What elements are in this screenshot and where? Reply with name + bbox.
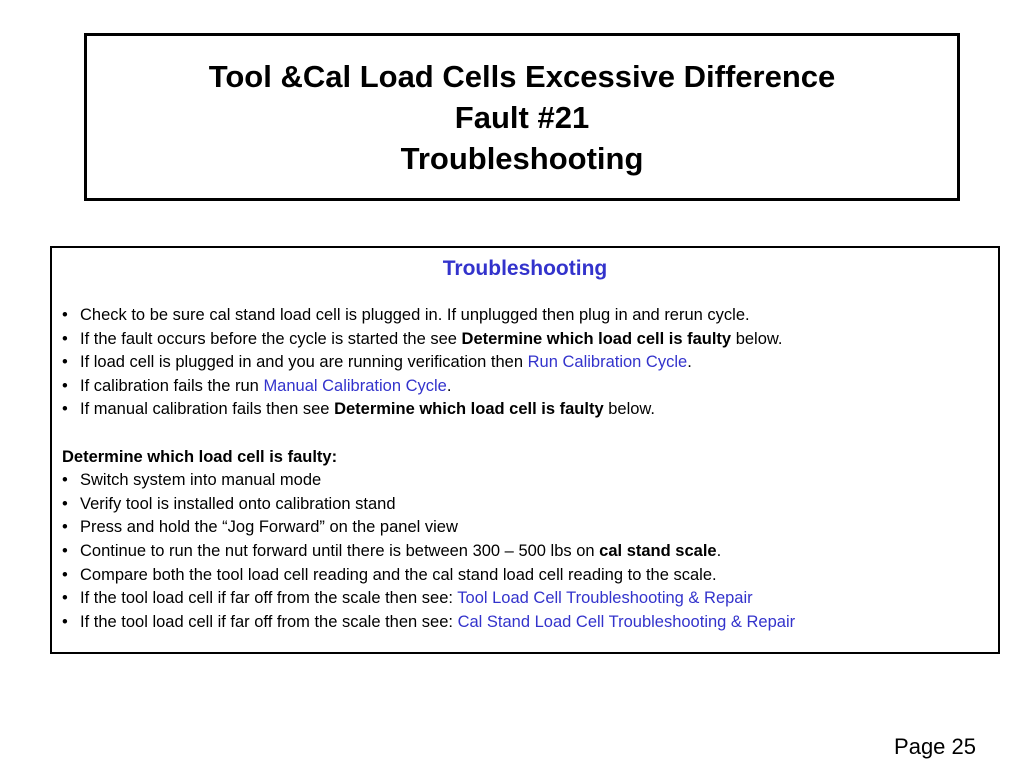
determine-faulty-heading: Determine which load cell is faulty:: [62, 447, 338, 466]
faulty-step-item: [62, 611, 988, 635]
cal-stand-scale-emphasis: cal stand scale: [599, 541, 717, 560]
slide-title-line-1: Tool &Cal Load Cells Excessive Difference: [208, 58, 836, 94]
bullet-icon: •: [62, 329, 68, 348]
bullet-icon: •: [62, 353, 68, 372]
bullet-icon: •: [62, 471, 68, 490]
slide-title-line-2: Fault #21: [454, 99, 590, 135]
determine-faulty-steps-list: [62, 469, 988, 634]
bullet-icon: •: [62, 541, 68, 560]
step-text-suffix: .: [446, 376, 452, 395]
step-text-suffix: below.: [731, 329, 783, 348]
bullet-icon: •: [62, 376, 68, 395]
step-text: Switch system into manual mode: [80, 471, 322, 490]
step-text: If the tool load cell if far off from the scale then see:: [80, 612, 458, 631]
cal-stand-load-cell-repair-link[interactable]: Cal Stand Load Cell Troubleshooting & Repair: [457, 612, 796, 631]
page-number: Page 25: [894, 734, 976, 759]
faulty-step-item: [62, 564, 988, 588]
bullet-icon: •: [62, 400, 68, 419]
title-box: [84, 33, 960, 201]
bullet-icon: •: [62, 306, 68, 324]
step-text: Press and hold the “Jog Forward” on the panel view: [80, 518, 458, 537]
troubleshooting-heading: Troubleshooting: [442, 257, 608, 280]
step-item: [62, 328, 988, 352]
slide-title-line-3: Troubleshooting: [400, 140, 644, 176]
bullet-icon: •: [62, 612, 68, 631]
bullet-icon: •: [62, 518, 68, 537]
step-text: If the tool load cell if far off from the scale then see:: [80, 589, 458, 608]
step-text-suffix: below.: [603, 400, 656, 419]
step-text: If the fault occurs before the cycle is started the see: [80, 329, 462, 348]
step-text: If load cell is plugged in and you are running verification then: [80, 353, 528, 372]
faulty-step-item: [62, 493, 988, 517]
step-item: [62, 351, 988, 375]
step-item: [62, 375, 988, 399]
step-text: If manual calibration fails then see: [80, 400, 335, 419]
step-text-suffix: .: [687, 353, 692, 372]
troubleshooting-steps-list: [62, 304, 988, 422]
faulty-step-item: [62, 469, 988, 493]
bullet-icon: •: [62, 494, 68, 513]
determine-faulty-reference: Determine which load cell is faulty: [461, 329, 732, 348]
bullet-icon: •: [62, 565, 68, 584]
run-calibration-cycle-link[interactable]: Run Calibration Cycle: [527, 353, 688, 372]
step-item: [62, 398, 988, 422]
tool-load-cell-repair-link[interactable]: Tool Load Cell Troubleshooting & Repair: [457, 589, 753, 608]
step-text: Compare both the tool load cell reading and the cal stand load cell reading to the scale.: [80, 565, 717, 584]
faulty-step-item: [62, 540, 988, 564]
faulty-step-item: [62, 516, 988, 540]
step-text: Continue to run the nut forward until there is between 300 – 500 lbs on: [80, 541, 600, 560]
step-item: [62, 304, 988, 328]
manual-calibration-cycle-link[interactable]: Manual Calibration Cycle: [263, 376, 447, 395]
step-text: If calibration fails the run: [80, 376, 264, 395]
step-text-suffix: .: [716, 541, 722, 560]
step-text: Check to be sure cal stand load cell is plugged in. If unplugged then plug in and rerun cycle.: [80, 306, 750, 324]
faulty-step-item: [62, 587, 988, 611]
step-text: Verify tool is installed onto calibration stand: [80, 494, 396, 513]
determine-faulty-reference: Determine which load cell is faulty: [334, 400, 604, 419]
bullet-icon: •: [62, 589, 68, 608]
troubleshooting-panel: [50, 246, 1000, 654]
